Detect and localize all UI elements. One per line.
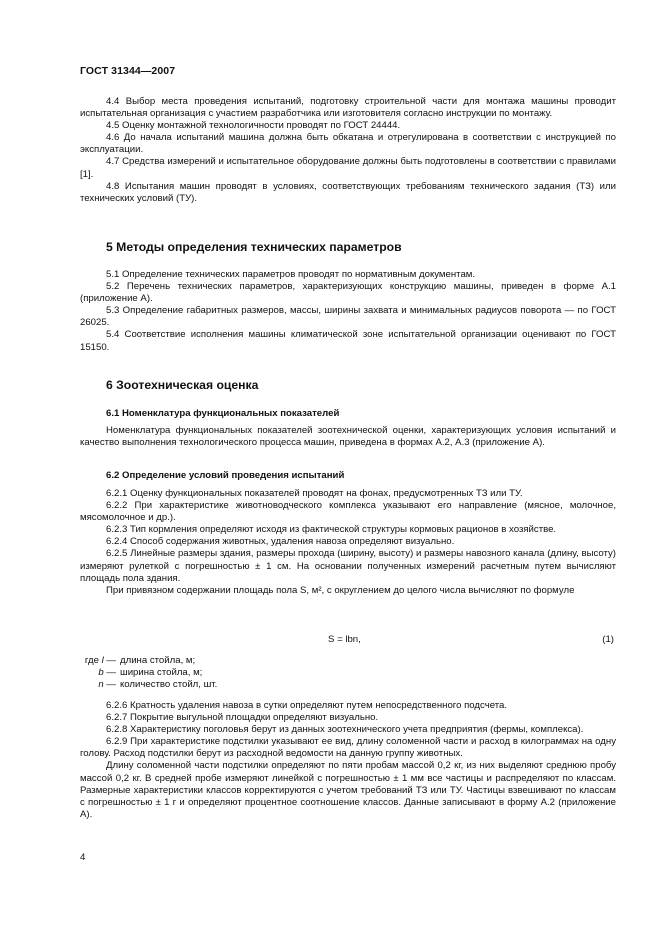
legend-text: ширина стойла, м; (120, 667, 203, 679)
legend-row (80, 667, 217, 679)
subsection-6-1-paragraph (80, 425, 616, 449)
paragraph-4-4: 4.4 Выбор места проведения испытаний, подготовку строительной части для монтажа машины проводит испытательная организация с участием разработчика или изготовителя согласно инструкции по монтажу. (80, 96, 616, 120)
paragraph-4-6: 4.6 До начала испытаний машина должна быть обкатана и отрегулирована в соответствии с инструкцией по эксплуатации. (80, 132, 616, 156)
legend-symbol: b — (98, 667, 116, 679)
formula-expression: S = lbn, (328, 634, 361, 645)
section-4-paragraphs (80, 96, 616, 205)
legend-row (80, 679, 217, 691)
legend-text: длина стойла, м; (120, 655, 196, 666)
formula-1 (80, 634, 616, 648)
paragraph-4-7: 4.7 Средства измерений и испытательное оборудование должны быть подготовлены в соответствии с правилами [1]. (80, 156, 616, 180)
paragraph-6-2-6: 6.2.6 Кратность удаления навоза в сутки определяют путем непосредственного подсчета. (106, 700, 508, 711)
legend-symbol: где l — (84, 655, 116, 666)
paragraph-6-2-8: 6.2.8 Характеристику поголовья берут из данных зоотехнического учета предприятия (фермы, комплекса). (106, 724, 584, 736)
paragraph-6-2-2: 6.2.2 При характеристике животноводческого комплекса указывают его направление (мясное, молочное, мясомолочное и др.). (80, 500, 616, 524)
paragraph-6-2-1: 6.2.1 Оценку функциональных показателей проводят на фонах, предусмотренных ТЗ или ТУ. (106, 488, 523, 499)
subsection-6-2-tail-paragraphs (80, 700, 616, 821)
paragraph-formula-intro: При привязном содержании площадь пола S, м², с округлением до целого числа вычисляют по формуле (106, 584, 575, 596)
paragraph-6-2-3: 6.2.3 Тип кормления определяют исходя из фактической структуры кормовых рационов в хозяйстве. (106, 524, 557, 536)
paragraph-5-2: 5.2 Перечень технических параметров, характеризующих конструкцию машины, приведен в форме А.1 (приложение А). (80, 281, 616, 305)
paragraph-5-4: 5.4 Соответствие исполнения машины климатической зоне испытательной организации оценивают по ГОСТ 15150. (80, 329, 616, 353)
subsection-6-2-paragraphs (80, 488, 616, 597)
paragraph-5-3: 5.3 Определение габаритных размеров, массы, ширины захвата и минимальных радиусов поворота — по ГОСТ 26025. (80, 305, 616, 329)
paragraph-4-5: 4.5 Оценку монтажной технологичности проводят по ГОСТ 24444. (106, 120, 401, 132)
subsection-6-2-heading: 6.2 Определение условий проведения испытаний (106, 470, 345, 481)
document-header: ГОСТ 31344—2007 (80, 65, 176, 77)
legend-text: количество стойл, шт. (120, 679, 218, 691)
legend-row (80, 655, 217, 667)
legend-symbol: n — (98, 679, 116, 691)
paragraph-6-2-5: 6.2.5 Линейные размеры здания, размеры прохода (ширину, высоту) и размеры навозного канала (длину, высоту) измеряют рулеткой с погрешностью ± 1 см. На основании полученных измерений расчетным путем вычисляют площадь пола здания. (80, 548, 616, 584)
section-6-heading: 6 Зоотехническая оценка (106, 378, 259, 392)
formula-legend (80, 655, 217, 691)
page-number: 4 (80, 852, 86, 863)
paragraph-6-2-9: 6.2.9 При характеристике подстилки указывают ее вид, длину соломенной части и расход в килограммах на одну голову. Расход подстилки берут из расходной ведомости на данную группу животных. (80, 736, 616, 760)
paragraph-6-2-4: 6.2.4 Способ содержания животных, удаления навоза определяют визуально. (106, 536, 455, 548)
formula-number: (1) (602, 634, 614, 645)
subsection-6-1-heading: 6.1 Номенклатура функциональных показателей (106, 408, 340, 419)
section-5-heading: 5 Методы определения технических параметров (106, 240, 402, 254)
paragraph-4-8: 4.8 Испытания машин проводят в условиях, соответствующих требованиям технического задания (ТЗ) или технических условий (ТУ). (80, 180, 616, 204)
paragraph-5-1: 5.1 Определение технических параметров проводят по нормативным документам. (106, 269, 476, 280)
paragraph-straw-length: Длину соломенной части подстилки определяют по пяти пробам массой 0,2 кг, из них выделяют среднюю пробу массой 0,2 кг. В средней пробе измеряют линейкой с погрешностью ± 1 мм все частицы и распределяют по классам. Размерные характеристики классов корректируются с учетом требований ТЗ или ТУ. Частицы взвешивают по классам с погрешностью ± 1 г и определяют процентное соотношение классов. Данные записывают в форму А.2 (приложение А). (80, 760, 616, 820)
paragraph-6-1: Номенклатура функциональных показателей зоотехнической оценки, характеризующих условия испытаний и качество выполнения технологического процесса машин, приведена в формах А.2, А.3 (приложение А). (80, 425, 616, 449)
section-5-paragraphs (80, 269, 616, 354)
paragraph-6-2-7: 6.2.7 Покрытие выгульной площадки определяют визуально. (106, 712, 379, 724)
